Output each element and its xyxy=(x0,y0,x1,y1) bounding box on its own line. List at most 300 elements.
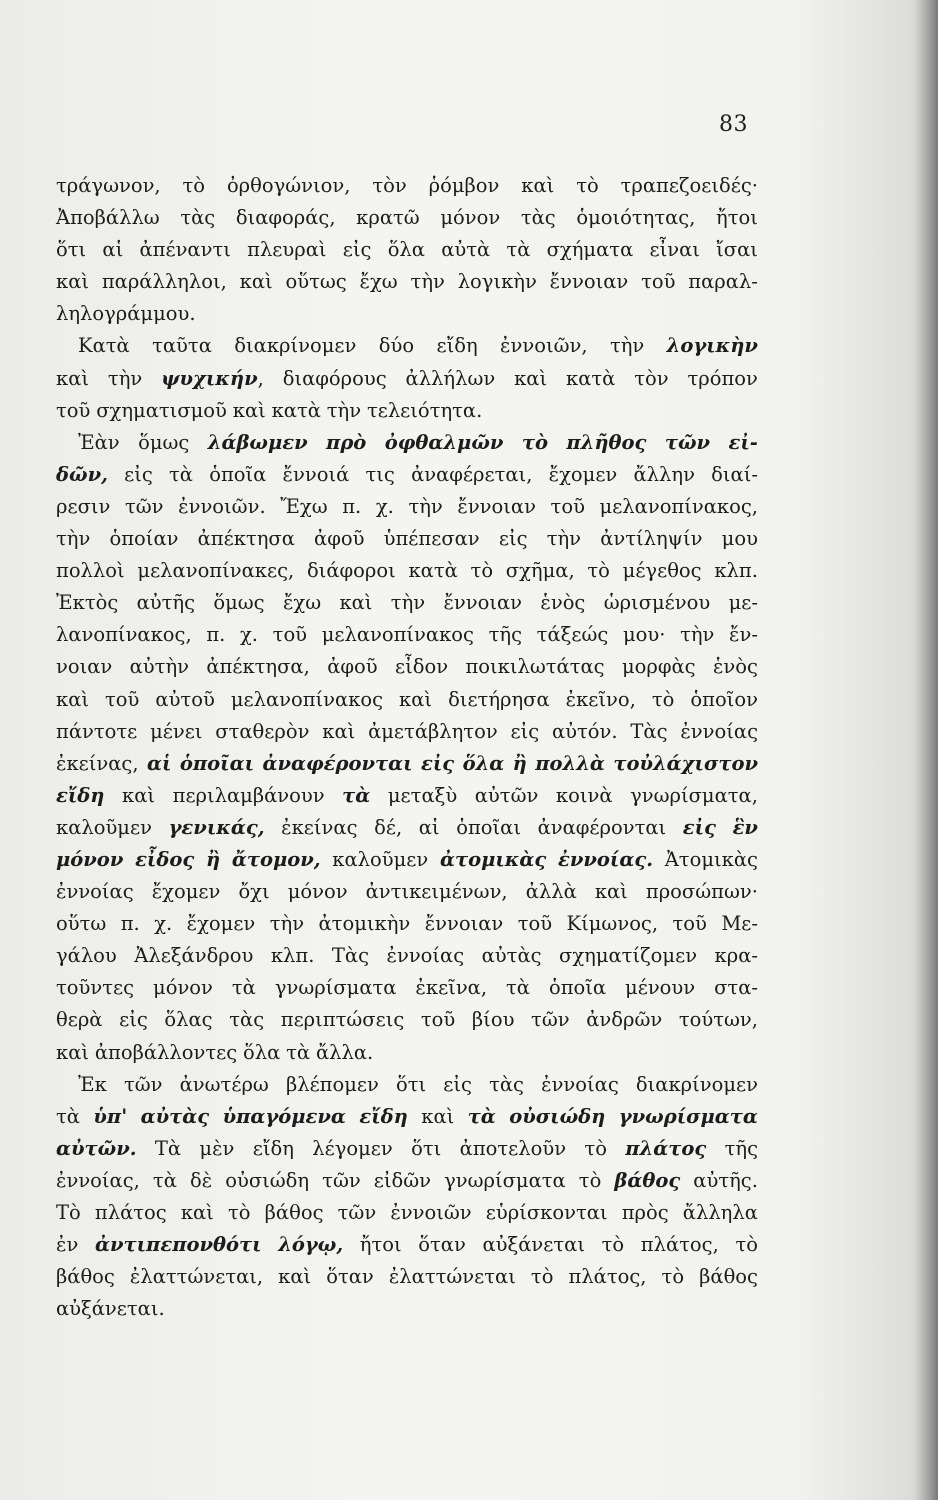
word: μόνον xyxy=(287,880,348,904)
word: ὁποῖον xyxy=(690,687,758,711)
word: τοῦ xyxy=(105,687,140,711)
word: κατὰ xyxy=(271,398,321,422)
word: τὰ xyxy=(506,976,530,1000)
word: ἔννοιαν xyxy=(443,591,523,615)
word: ἀντικειμένων, xyxy=(365,880,508,904)
word: μένουν xyxy=(625,976,696,1000)
word: ὅλα xyxy=(243,1040,281,1064)
word: πλευραὶ xyxy=(247,238,327,262)
word: τῆς xyxy=(724,1136,758,1160)
word: καλοῦμεν xyxy=(332,847,429,871)
word: ἐννοίας xyxy=(541,1072,619,1096)
word: ὅτι xyxy=(395,1072,427,1096)
word: πολλὰ xyxy=(535,751,605,775)
word: νοιαν xyxy=(56,655,113,679)
word: Τὰς xyxy=(630,719,668,743)
text-line xyxy=(56,1004,758,1036)
word: ταῦτα xyxy=(152,334,212,358)
word: γενικάς, xyxy=(168,815,265,839)
word: αὐτῆς xyxy=(136,591,196,615)
page-edge-shadow xyxy=(916,0,938,1500)
text-line xyxy=(56,459,758,491)
word: τὸν xyxy=(372,174,407,197)
word: τὸ xyxy=(661,1265,685,1289)
word: λάβωμεν xyxy=(207,430,308,454)
word: ἐννοίας xyxy=(386,944,465,968)
word: λογικὴν xyxy=(666,334,758,358)
word: οὕτω xyxy=(56,912,107,936)
word: ἀναφέρονται xyxy=(537,815,667,839)
word: παραλ- xyxy=(688,270,758,294)
word: ἢ xyxy=(512,751,527,775)
word: ἐννοιῶν xyxy=(390,1201,472,1224)
word: τοῦ xyxy=(420,1008,456,1032)
word: αὐτόν. xyxy=(552,719,618,743)
word: δὲ xyxy=(189,1168,213,1192)
word: παράλληλοι, xyxy=(101,270,227,294)
word: πολλοὶ xyxy=(56,559,125,583)
text-line xyxy=(56,330,758,362)
word: εἰ- xyxy=(728,430,758,454)
word: τὸ xyxy=(576,174,599,197)
word: τῆς xyxy=(488,623,522,647)
word: γνωρίσματα xyxy=(274,976,397,1000)
text-line xyxy=(56,780,758,812)
word: κλπ. xyxy=(714,559,758,583)
word: ὅμως xyxy=(213,591,265,615)
word: τὰ xyxy=(231,976,256,1000)
word: τὸ xyxy=(470,559,494,583)
word: ἐλαττώνεται xyxy=(388,1265,516,1289)
word: ὅτι xyxy=(411,1136,442,1160)
word: ὁποῖα xyxy=(548,976,607,1000)
word: τὸ xyxy=(227,1201,251,1224)
word: αὐτῆς. xyxy=(693,1168,758,1192)
word: ἔχω xyxy=(282,591,322,615)
word: ἀναφέρονται xyxy=(262,751,413,775)
word: ἀνωτέρω xyxy=(179,1072,269,1096)
word: προσώπων· xyxy=(645,880,758,904)
word: ἀπέναντι xyxy=(139,238,231,262)
word: ὄχι xyxy=(238,880,270,904)
word: λανοπίνακος, xyxy=(56,623,192,647)
word: διαφόρους xyxy=(282,366,387,390)
word: με- xyxy=(728,591,758,615)
word: Με- xyxy=(721,912,758,936)
word: ρεσιν xyxy=(56,494,111,518)
word: βάθος xyxy=(264,1201,324,1224)
word: ἔχομεν xyxy=(151,880,221,904)
word: ἑνὸς xyxy=(712,655,758,679)
word: τὴν xyxy=(56,527,91,551)
word: ἐν xyxy=(56,1233,79,1257)
word: ἔχω xyxy=(359,270,398,294)
word: εἰς xyxy=(682,815,716,839)
word: γνωρίσματα xyxy=(444,1168,566,1192)
text-line xyxy=(56,1261,758,1293)
word: ἤτοι xyxy=(359,1233,402,1257)
word: δύο xyxy=(378,334,415,358)
text-line xyxy=(56,1037,758,1069)
word: ἔν- xyxy=(729,623,758,647)
word: τούτων, xyxy=(678,1008,758,1032)
word: τῶν xyxy=(531,1008,570,1032)
text-line xyxy=(56,748,758,780)
word: ἤτοι xyxy=(716,206,758,230)
text-line xyxy=(56,266,758,298)
word: πρὸς xyxy=(621,1201,669,1224)
text-line xyxy=(56,427,758,459)
word: τὴν xyxy=(390,591,426,615)
word: λογικὴν xyxy=(457,270,537,294)
word: λόγῳ, xyxy=(278,1233,344,1257)
text-line xyxy=(56,587,758,619)
word: τὰ xyxy=(286,1040,311,1064)
word: ἀφοῦ xyxy=(327,655,378,679)
word: τὴν xyxy=(408,494,443,518)
word: ἔχομεν xyxy=(548,462,618,486)
word: εἰς xyxy=(443,1072,472,1096)
word: λέγομεν xyxy=(312,1136,393,1160)
word: ἔννοιαν xyxy=(457,494,536,518)
word: χ. xyxy=(239,623,258,647)
word: ἀποτελοῦν xyxy=(459,1136,567,1160)
word: πλάτος xyxy=(94,1201,167,1224)
word: καὶ xyxy=(56,270,90,294)
word: τὴν xyxy=(609,334,645,358)
word: τὸ xyxy=(182,174,206,197)
word: ἐκεῖνο, xyxy=(565,687,636,711)
word: τῶν xyxy=(124,494,164,518)
body-text xyxy=(56,170,758,1325)
text-line xyxy=(56,1133,758,1165)
word: κλπ. xyxy=(270,944,315,968)
word: τοῦ xyxy=(672,912,707,936)
word: μου· xyxy=(622,623,666,647)
word: ὑπαγόμενα xyxy=(222,1104,346,1128)
word: μεταξὺ xyxy=(387,783,458,807)
word: Ἔχω xyxy=(280,494,328,518)
text-line xyxy=(56,844,758,876)
word: τὴν xyxy=(546,527,582,551)
word: ἀντίληψίν xyxy=(600,527,703,551)
word: οὐσιώδη xyxy=(509,1104,606,1128)
word: εἴδη xyxy=(359,1104,408,1128)
word: ἀλλήλων xyxy=(405,366,496,390)
word: πλάτος xyxy=(625,1136,707,1160)
word: πάντοτε xyxy=(56,719,138,743)
word: Τὰς xyxy=(331,944,370,968)
word: τὰ xyxy=(56,1104,80,1128)
word: εἴδη xyxy=(56,783,105,807)
word: ἐννοιῶν. xyxy=(178,494,266,518)
word: ἀφοῦ xyxy=(314,527,365,551)
text-line xyxy=(56,523,758,555)
word: αὐτὰς xyxy=(140,1104,210,1128)
text-line xyxy=(56,972,758,1004)
text-line xyxy=(56,1165,758,1197)
word: ἴσαι xyxy=(716,238,758,262)
word: ἔννοιά xyxy=(282,462,350,486)
word: ἔχομεν xyxy=(186,912,256,936)
word: αὐξάνεται. xyxy=(56,1297,165,1321)
word: καὶ xyxy=(399,687,433,711)
word: κρα- xyxy=(714,944,758,968)
word: τὰ xyxy=(342,783,371,807)
word: μελανοπίνακος xyxy=(321,623,474,647)
word: π. xyxy=(120,912,140,936)
word: καὶ xyxy=(56,1040,90,1064)
word: αὐτὰ xyxy=(441,238,491,262)
word: καὶ xyxy=(514,366,548,390)
word: κοινὰ xyxy=(555,783,613,807)
word: μένει xyxy=(150,719,203,743)
word: αὐτὴν xyxy=(129,655,189,679)
word: τραπεζοειδές· xyxy=(620,174,758,197)
word: ἐννοίας. xyxy=(557,847,654,871)
word: ὁποίαν xyxy=(109,527,179,551)
word: ὀρθογώνιον, xyxy=(226,174,351,197)
word: αἱ xyxy=(102,238,124,262)
word: κατὰ xyxy=(408,559,458,583)
word: ἓν xyxy=(732,815,758,839)
word: καὶ xyxy=(521,174,555,197)
word: περιπτώσεις xyxy=(280,1008,405,1032)
word: βίου xyxy=(471,1008,515,1032)
word: εἰς xyxy=(119,1008,148,1032)
word: πρὸ xyxy=(326,430,367,454)
text-line xyxy=(56,1197,758,1229)
word: καὶ xyxy=(421,1104,455,1128)
text-line xyxy=(56,876,758,908)
word: εἰς xyxy=(510,719,540,743)
word: ὁμοιότητας, xyxy=(576,206,696,230)
text-line xyxy=(56,1293,758,1325)
word: διάφοροι xyxy=(306,559,396,583)
word: ὅλα xyxy=(387,238,425,262)
word: καὶ xyxy=(232,398,266,422)
page-number: 83 xyxy=(719,112,748,137)
word: εἴδη xyxy=(436,334,478,358)
word: Ἀποβάλλω xyxy=(56,206,160,230)
word: καὶ xyxy=(180,1201,214,1224)
word: Κατὰ xyxy=(78,334,130,358)
word: καὶ xyxy=(322,719,356,743)
word: εἰδῶν xyxy=(373,1168,432,1192)
word: τὰ xyxy=(467,1104,496,1128)
word: ψυχικήν, xyxy=(161,366,264,390)
word: ληλογράμμου. xyxy=(56,302,196,326)
word: τις xyxy=(365,462,395,486)
word: τὸ xyxy=(651,687,675,711)
word: εἶδος xyxy=(135,847,195,871)
word: τὸ xyxy=(601,1233,625,1257)
text-line xyxy=(56,234,758,266)
word: σχῆμα, xyxy=(505,559,575,583)
word: τῶν xyxy=(322,1168,361,1192)
word: τὰ xyxy=(152,1168,177,1192)
word: αὐξάνεται xyxy=(482,1233,585,1257)
word: μελανοπίνακες, xyxy=(137,559,295,583)
word: σχήματα xyxy=(546,238,634,262)
word: θερὰ xyxy=(56,1008,103,1032)
word: χ. xyxy=(375,494,394,518)
word: ἔννοιαν xyxy=(549,270,629,294)
word: ὅταν xyxy=(326,1265,374,1289)
word: ῥόμβον xyxy=(428,174,500,197)
word: στα- xyxy=(714,976,758,1000)
word: ὅταν xyxy=(418,1233,466,1257)
word: ἀτομικὰς xyxy=(439,847,547,871)
word: τοῦ xyxy=(56,398,91,422)
text-line xyxy=(56,363,758,395)
word: μόνον xyxy=(440,206,501,230)
word: ἀπέκτησα xyxy=(197,527,295,551)
word: τὸ xyxy=(587,559,610,583)
word: μελανοπίνακος, xyxy=(599,494,758,518)
word: εἰς xyxy=(342,238,372,262)
text-line xyxy=(56,395,758,427)
word: τράγωνον, xyxy=(56,174,161,197)
word: γνωρίσματα, xyxy=(630,783,758,807)
word: βλέπομεν xyxy=(285,1072,379,1096)
word: ἐννοιῶν, xyxy=(500,334,588,358)
word: οὕτως xyxy=(285,270,347,294)
word: Ἀλεξάνδρου xyxy=(134,944,254,968)
word: τοῦντες xyxy=(56,976,135,1000)
word: πλάτος, xyxy=(568,1265,647,1289)
word: ὀφθαλμῶν xyxy=(384,430,504,454)
word: ὅλας xyxy=(164,1008,213,1032)
word: τὸ xyxy=(584,1136,607,1160)
text-line xyxy=(56,651,758,683)
word: αἱ xyxy=(146,751,172,775)
word: αὐτὰς xyxy=(481,944,542,968)
word: καὶ xyxy=(339,591,373,615)
word: τὰς xyxy=(520,206,556,230)
word: ἐκεῖνα, xyxy=(415,976,488,1000)
word: ἐννοίας xyxy=(56,880,134,904)
word: τὴν xyxy=(107,366,143,390)
word: οὐσιώδη xyxy=(225,1168,310,1192)
word: εἶναι xyxy=(649,238,700,262)
word: ὑπ' xyxy=(93,1104,128,1128)
word: τρόπον xyxy=(687,366,758,390)
word: τὴν xyxy=(410,270,445,294)
word: ἄλλην xyxy=(633,462,695,486)
word: ποικιλωτάτας xyxy=(465,655,605,679)
word: Κίμωνος, xyxy=(566,912,659,936)
word: μέγεθος xyxy=(622,559,702,583)
word: μόνον xyxy=(153,976,213,1000)
word: γάλου xyxy=(56,944,117,968)
word: πλάτος, xyxy=(640,1233,719,1257)
word: μελανοπίνακος xyxy=(230,687,384,711)
word: διακρίνομεν xyxy=(635,1072,758,1096)
word: καὶ xyxy=(239,270,273,294)
word: καὶ xyxy=(122,783,156,807)
word: βάθος xyxy=(56,1265,115,1289)
word: τὰ xyxy=(169,462,193,486)
word: καὶ xyxy=(56,687,90,711)
word: Ἐὰν xyxy=(78,430,120,454)
word: τοῦ xyxy=(550,494,585,518)
word: ἐκείνας xyxy=(281,815,358,839)
word: τοὐλάχιστον xyxy=(613,751,758,775)
text-line xyxy=(56,1069,758,1101)
word: ἀντιπεπονθότι xyxy=(94,1233,262,1257)
word: ὅτι xyxy=(56,238,87,262)
word: τάξεώς xyxy=(536,623,609,647)
word: καὶ xyxy=(56,366,90,390)
word: τὴν xyxy=(326,398,362,422)
word: τὰ xyxy=(506,238,531,262)
word: μόνον xyxy=(56,847,124,871)
word: τὸ xyxy=(521,430,548,454)
word: τοῦ xyxy=(641,270,676,294)
text-line xyxy=(56,170,758,202)
word: κατὰ xyxy=(566,366,616,390)
word: τελειότητα. xyxy=(366,398,483,422)
word: αὐτῶν. xyxy=(56,1136,137,1160)
word: μὲν xyxy=(199,1136,235,1160)
word: ἄτομον, xyxy=(231,847,321,871)
word: τὰς xyxy=(180,206,216,230)
text-line xyxy=(56,1229,758,1261)
word: ἔννοιαν xyxy=(424,912,504,936)
word: ἀτομικὴν xyxy=(318,912,411,936)
word: σταθερὸν xyxy=(215,719,310,743)
word: κρατῶ xyxy=(356,206,420,230)
word: Τὰ xyxy=(154,1136,182,1160)
word: Ἐκ xyxy=(78,1072,107,1096)
word: π. xyxy=(206,623,226,647)
word: διαί- xyxy=(711,462,758,486)
text-line xyxy=(56,555,758,587)
word: ἀμετάβλητον xyxy=(368,719,498,743)
word: εἴδη xyxy=(252,1136,294,1160)
text-line xyxy=(56,491,758,523)
word: διαφοράς, xyxy=(235,206,336,230)
text-line xyxy=(56,298,758,330)
word: ἢ xyxy=(205,847,221,871)
word: ἐκείνας, xyxy=(56,751,139,775)
word: διετήρησα xyxy=(448,687,550,711)
word: τὰς xyxy=(489,1072,524,1096)
text-line xyxy=(56,1101,758,1133)
word: τὸ xyxy=(578,1168,602,1192)
word: ἀλλὰ xyxy=(525,880,577,904)
word: περιλαμβάνουν xyxy=(172,783,325,807)
text-line xyxy=(56,202,758,234)
word: ἐννοίας xyxy=(680,719,758,743)
word: ἀναφέρεται, xyxy=(411,462,533,486)
word: τὴν xyxy=(269,912,305,936)
word: εἶδον xyxy=(394,655,449,679)
word: ὅλα xyxy=(462,751,505,775)
word: Τὸ xyxy=(56,1201,81,1224)
word: ἄλληλα xyxy=(682,1201,758,1224)
word: π. xyxy=(342,494,362,518)
word: καὶ xyxy=(594,880,628,904)
text-line xyxy=(56,619,758,651)
word: ὡρισμένου xyxy=(603,591,711,615)
word: δῶν, xyxy=(56,462,108,486)
word: μου xyxy=(721,527,758,551)
word: τὸ xyxy=(735,1233,758,1257)
word: βάθος xyxy=(614,1168,681,1192)
word: χ. xyxy=(154,912,173,936)
